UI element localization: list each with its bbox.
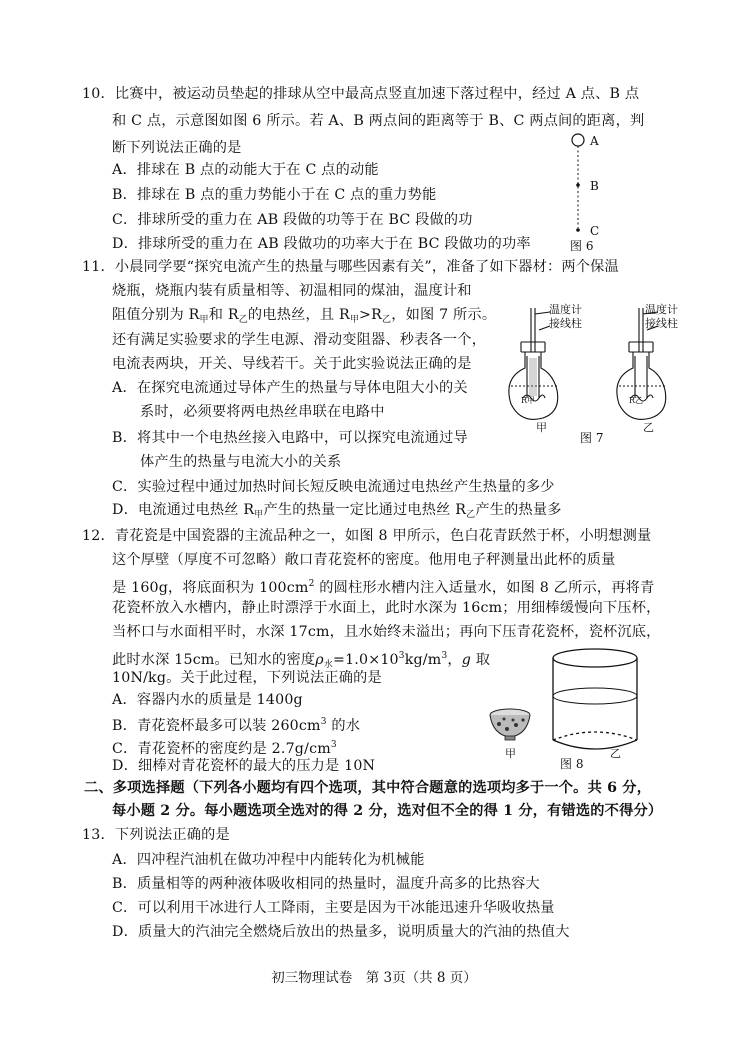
q13-option-d: D．质量大的汽油完全燃烧后放出的热量多，说明质量大的汽油的热值大 <box>112 924 570 940</box>
q13-option-b: B．质量相等的两种液体吸收相同的热量时，温度升高多的比热容大 <box>112 876 540 892</box>
q11-stem-line5: 电流表两块，开关、导线若干。关于此实验说法正确的是 <box>112 356 472 372</box>
q11-option-a-line1: A．在探究电流通过导体产生的热量与导体电阻大小的关 <box>112 380 468 396</box>
fig7-left-resistor-label: R甲 <box>521 396 536 405</box>
q10-stem-line3: 断下列说法正确的是 <box>112 140 242 156</box>
q10-option-c: C．排球所受的重力在 AB 段做的功等于在 BC 段做的功 <box>112 212 473 228</box>
q10-stem-line1: 10．比赛中，被运动员垫起的排球从空中最高点竖直加速下落过程中，经过 A 点、B 点 <box>82 86 640 102</box>
fig7-left-thermometer-label: 温度计 <box>549 303 582 316</box>
q11-option-d: D．电流通过电热丝 $R_甲$产生的热量一定比通过电热丝 $R_乙$产生的热量多 <box>112 502 562 520</box>
q10-stem-line2: 和 C 点，示意图如图 6 所示。若 A、B 两点间的距离等于 B、C 两点间的距离，判 <box>112 113 645 129</box>
q10-option-b: B．排球在 B 点的重力势能小于在 C 点的重力势能 <box>112 187 437 203</box>
q13-option-a: A．四冲程汽油机在做功冲程中内能转化为机械能 <box>112 852 425 868</box>
q12-option-d: D．细棒对青花瓷杯的最大的压力是 10N <box>112 758 376 774</box>
q12-stem-line7: 10N/kg。关于此过程，下列说法正确的是 <box>112 670 382 686</box>
fig7-left-terminal-label: 接线柱 <box>549 317 582 330</box>
fig7-right-terminal-label: 接线柱 <box>645 317 678 330</box>
q11-stem-line3: 阻值分别为 $R_甲$和 $R_乙$的电热丝，且 $R_甲>R_乙$，如图 7 所示。 <box>112 307 497 325</box>
fig8-left-label: 甲 <box>505 747 516 760</box>
section-2-heading-line2: 每小题 2 分。每小题选项全选对的得 2 分，选对但不全的得 1 分，有错选的不得分） <box>112 803 663 819</box>
q13-stem: 13．下列说法正确的是 <box>82 827 230 843</box>
fig7-left-label: 甲 <box>536 421 547 434</box>
fig6-point-c: C <box>590 224 600 238</box>
q10-option-d: D．排球所受的重力在 AB 段做功的功率大于在 BC 段做功的功率 <box>112 236 531 252</box>
q12-stem-line3: 是 160g，将底面积为 $100cm^2$ 的圆柱形水槽内注入适量水，如图 8 乙所示，再将青 <box>112 579 655 596</box>
fig6-caption: 图 6 <box>570 239 594 253</box>
q12-option-c: C．青花瓷杯的密度约是 $2.7g/cm^3$ <box>112 740 337 757</box>
q11-stem-line4: 还有满足实验要求的学生电源、滑动变阻器、秒表各一个， <box>112 332 487 348</box>
q11-stem-line1: 11．小晨同学要“探究电流产生的热量与哪些因素有关”，准备了如下器材：两个保温 <box>82 259 619 275</box>
section-2-heading-line1: 二、多项选择题（下列各小题均有四个选项，其中符合题意的选项均多于一个。共 6 分， <box>84 780 652 796</box>
q11-option-a-line2: 系时，必须要将两电热丝串联在电路中 <box>140 404 385 420</box>
q11-option-b-line2: 体产生的热量与电流大小的关系 <box>140 454 342 470</box>
q12-stem-line4: 花瓷杯放入水槽内，静止时漂浮于水面上，此时水深为 16cm；用细棒缓慢向下压杯， <box>112 600 661 616</box>
q12-stem-line5: 当杯口与水面相平时，水深 17cm，且水始终未溢出；再向下压青花瓷杯，瓷杯沉底， <box>112 624 661 640</box>
fig7-caption: 图 7 <box>580 431 604 445</box>
q11-stem-line2: 烧瓶，烧瓶内装有质量相等、初温相同的煤油，温度计和 <box>112 283 472 299</box>
q13-option-c: C．可以利用干冰进行人工降雨，主要是因为干冰能迅速升华吸收热量 <box>112 900 555 916</box>
q11-option-c: C．实验过程中通过加热时间长短反映电流通过电热丝产生热量的多少 <box>112 479 555 495</box>
q10-option-a: A．排球在 B 点的动能大于在 C 点的动能 <box>112 162 379 178</box>
q11-option-b-line1: B．将其中一个电热丝接入电路中，可以探究电流通过导 <box>112 430 468 446</box>
fig7-right-resistor-label: R乙 <box>629 396 644 405</box>
q12-stem-line6: 此时水深 15cm。已知水的密度$\rho_水=1.0\times 10^3kg/m^3$，g 取 <box>112 651 491 670</box>
q12-option-b: B．青花瓷杯最多可以装 $260cm^3$ 的水 <box>112 717 361 734</box>
q12-option-a: A．容器内水的质量是 1400g <box>112 692 303 708</box>
fig6-point-a: A <box>590 134 599 148</box>
q12-stem-line1: 12．青花瓷是中国瓷器的主流品种之一，如图 8 甲所示，色白花青跃然于杯，小明想测量 <box>82 528 652 544</box>
fig8-right-label: 乙 <box>610 747 621 760</box>
q12-stem-line2: 这个厚壁（厚度不可忽略）敞口青花瓷杯的密度。他用电子秤测量出此杯的质量 <box>112 552 616 568</box>
fig7-right-label: 乙 <box>643 421 654 434</box>
fig7-right-thermometer-label: 温度计 <box>645 303 678 316</box>
fig8-caption: 图 8 <box>560 757 584 771</box>
fig6-point-b: B <box>590 179 599 193</box>
page-footer: 初三物理试卷 第 3页（共 8 页） <box>271 970 477 986</box>
